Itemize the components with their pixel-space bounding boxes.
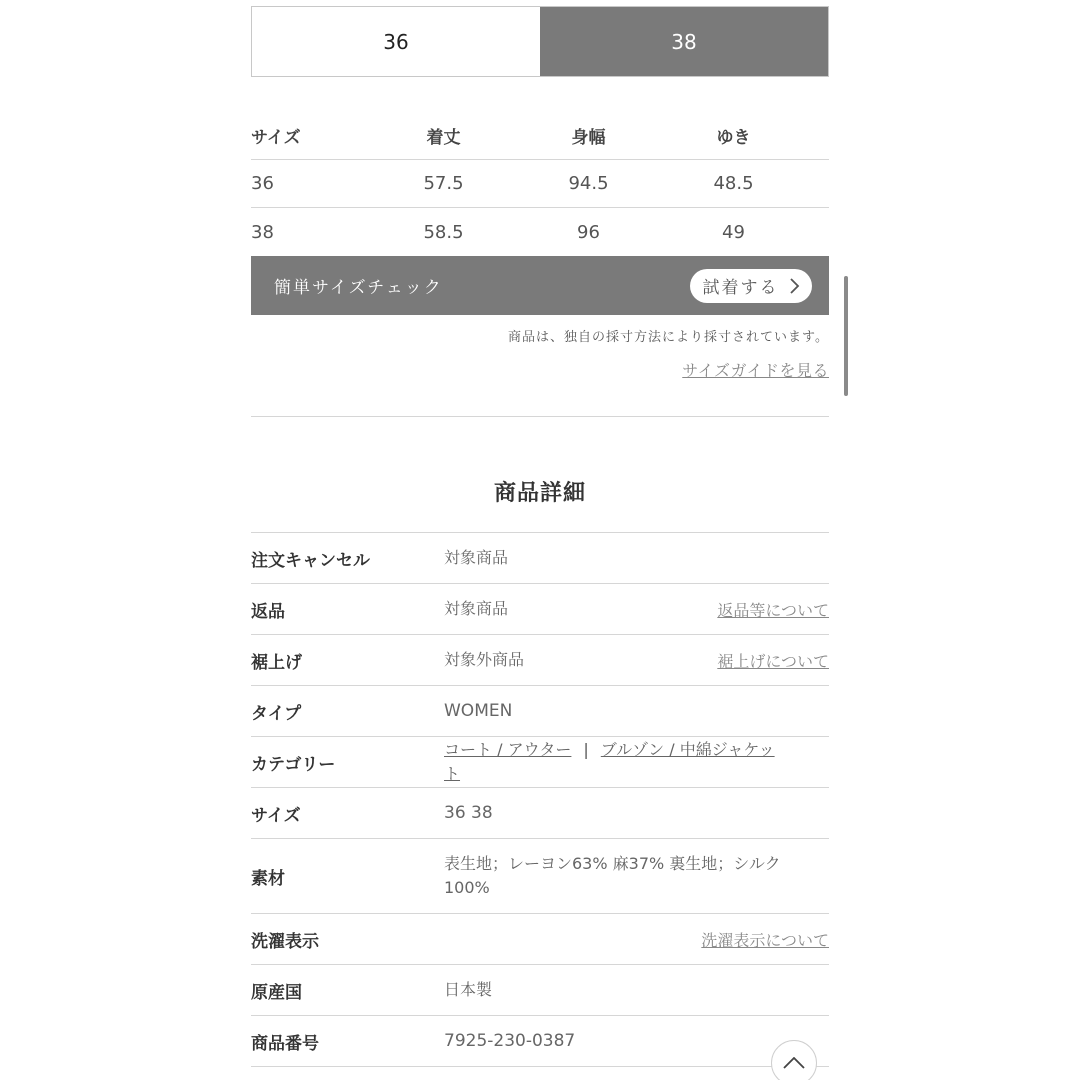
detail-value: 対象商品 xyxy=(444,548,509,567)
back-to-top-button[interactable] xyxy=(771,1040,817,1080)
detail-label: 洗濯表示 xyxy=(251,931,319,952)
detail-label: カテゴリー xyxy=(251,754,336,775)
category-link-blouson[interactable]: ブルゾン / 中綿ジャケット xyxy=(444,740,775,783)
cell-width: 96 xyxy=(577,221,600,243)
detail-row-return xyxy=(251,584,829,635)
detail-row-origin xyxy=(251,965,829,1016)
detail-value: 表生地；レーヨン63% 麻37% 裏生地；シルク100% xyxy=(444,854,781,897)
detail-row-type xyxy=(251,686,829,737)
product-details-table xyxy=(251,532,829,1067)
divider xyxy=(251,416,829,417)
size-table xyxy=(251,112,829,256)
category-link-coat-outer[interactable]: コート / アウター xyxy=(444,740,572,759)
chevron-right-icon xyxy=(789,278,800,294)
header-sleeve: ゆき xyxy=(716,128,751,148)
detail-row-material xyxy=(251,839,829,914)
table-row xyxy=(251,208,829,256)
detail-value: 対象商品 xyxy=(444,599,509,618)
detail-value: WOMEN xyxy=(444,701,513,721)
table-row xyxy=(251,160,829,208)
size-tab-36[interactable]: 36 xyxy=(252,7,540,76)
detail-row-care xyxy=(251,914,829,965)
detail-label: 原産国 xyxy=(251,982,302,1003)
easy-size-check-title: 簡単サイズチェック xyxy=(274,278,443,298)
detail-value xyxy=(444,738,829,786)
header-length: 着丈 xyxy=(426,128,461,148)
care-label-info-link[interactable]: 洗濯表示について xyxy=(701,930,829,950)
cell-sleeve: 49 xyxy=(722,221,745,243)
hemming-info-link[interactable]: 裾上げについて xyxy=(717,651,829,671)
detail-label: 素材 xyxy=(251,868,285,889)
detail-row-hemming xyxy=(251,635,829,686)
detail-value: 日本製 xyxy=(444,980,493,999)
header-width: 身幅 xyxy=(571,128,606,148)
easy-size-check-bar xyxy=(251,256,829,315)
scrollbar-thumb[interactable] xyxy=(844,276,848,396)
detail-row-size xyxy=(251,788,829,839)
category-separator: | xyxy=(583,740,589,759)
try-on-label: 試着する xyxy=(702,278,779,298)
product-details-title: 商品詳細 xyxy=(493,481,586,506)
return-info-link[interactable]: 返品等について xyxy=(717,600,829,620)
detail-value: 36 38 xyxy=(444,803,493,823)
detail-label: 注文キャンセル xyxy=(251,550,370,571)
size-table-header xyxy=(251,112,829,160)
cell-width: 94.5 xyxy=(568,173,609,194)
cell-size: 36 xyxy=(251,173,274,194)
measurement-note: 商品は、独自の採寸方法により採寸されています。 xyxy=(508,330,829,345)
cell-sleeve: 48.5 xyxy=(713,173,754,194)
detail-row-product-number xyxy=(251,1016,829,1067)
size-tab-38[interactable]: 38 xyxy=(540,7,828,76)
cell-length: 57.5 xyxy=(423,173,464,194)
cell-size: 38 xyxy=(251,221,274,243)
header-size: サイズ xyxy=(251,128,301,148)
cell-length: 58.5 xyxy=(423,221,464,243)
detail-row-cancel xyxy=(251,533,829,584)
chevron-up-icon xyxy=(783,1057,805,1069)
detail-row-category xyxy=(251,737,829,788)
try-on-button[interactable] xyxy=(690,269,812,303)
size-tabs xyxy=(251,6,829,77)
detail-label: 裾上げ xyxy=(251,652,302,673)
detail-value: 対象外商品 xyxy=(444,650,525,669)
detail-label: 返品 xyxy=(251,601,285,622)
detail-label: サイズ xyxy=(251,805,301,826)
size-guide-link[interactable]: サイズガイドを見る xyxy=(682,361,829,380)
detail-label: 商品番号 xyxy=(251,1033,319,1054)
detail-label: タイプ xyxy=(251,703,302,724)
detail-value: 7925-230-0387 xyxy=(444,1031,576,1051)
